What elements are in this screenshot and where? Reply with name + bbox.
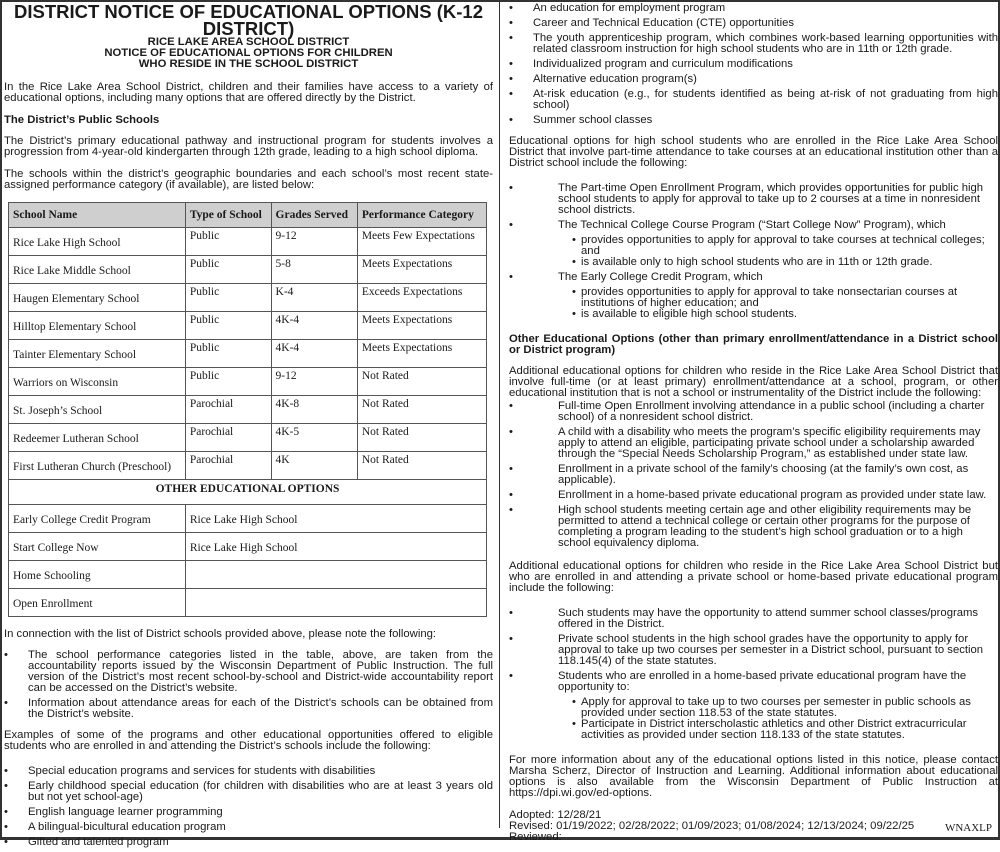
performance-category: Not Rated bbox=[357, 396, 486, 424]
table-row bbox=[9, 589, 487, 617]
list-item bbox=[509, 220, 998, 231]
school-type: Parochial bbox=[185, 452, 271, 480]
list-item-text: Private school students in the high school grades have the opportunity to apply for approval to take up two courses per semester in a District school, pursuant to section 118.145(4) of the state statutes. bbox=[558, 633, 984, 667]
list-item bbox=[509, 634, 998, 667]
sub-list-item: • provides opportunities to apply for approval to take courses at technical colleges; and bbox=[572, 235, 998, 257]
school-type: Parochial bbox=[185, 424, 271, 452]
list-item-text: The Early College Credit Program, which bbox=[558, 271, 763, 283]
table-row bbox=[9, 256, 487, 284]
performance-category: Exceeds Expectations bbox=[357, 284, 486, 312]
list-item: • High school students meeting certain age and other eligibility requirements may be permitted to attend a technical college or certain other programs for the purpose of completing a program leading to the student’s high school graduation or to a high school equivalency diploma. bbox=[509, 505, 998, 549]
school-name: Rice Lake High School bbox=[9, 228, 186, 256]
grades-served: 4K-8 bbox=[271, 396, 357, 424]
list-item bbox=[509, 183, 998, 216]
fulltime-intro: Additional educational options for children who reside in the Rice Lake Area School District that involve full-time (or at least primary) enrollment/attendance at a school, program, or other educational institution that is not a school or instrumentality of the District include the following: bbox=[509, 365, 998, 399]
performance-category: Meets Expectations bbox=[357, 312, 486, 340]
sub-list-item: • provides opportunities to apply for approval to take nonsectarian courses at institutions of higher education; and bbox=[572, 287, 998, 309]
performance-category: Not Rated bbox=[357, 452, 486, 480]
performance-category: Not Rated bbox=[357, 368, 486, 396]
table-row bbox=[9, 228, 487, 256]
list-item: • The school performance categories listed in the table, above, are taken from the accountability reports issued by the Wisconsin Department of Public Instruction. The full version of the District’s most recent school-by-school and District-wide accountability report can be accessed on the District’s website. bbox=[4, 650, 493, 694]
other-options-heading: OTHER EDUCATIONAL OPTIONS bbox=[9, 480, 487, 505]
list-item: • Summer school classes bbox=[509, 115, 998, 126]
private-intro: Additional educational options for children who reside in the Rice Lake Area School District but who are enrolled in and attending a private school or home-based private educational program include the following: bbox=[509, 560, 998, 594]
table-row bbox=[9, 340, 487, 368]
option-name: Home Schooling bbox=[9, 561, 186, 589]
list-item: • A bilingual-bicultural education program bbox=[4, 822, 493, 833]
column-header: Performance Category bbox=[357, 203, 486, 228]
list-item: • Special education programs and services for students with disabilities bbox=[4, 766, 493, 777]
option-location bbox=[185, 589, 486, 617]
table-header-row bbox=[9, 203, 487, 228]
performance-category: Not Rated bbox=[357, 424, 486, 452]
school-type: Public bbox=[185, 340, 271, 368]
list-item: • Early childhood special education (for children with disabilities who are at least 3 years old but not yet school-age) bbox=[4, 781, 493, 803]
parttime-options bbox=[509, 183, 998, 320]
table-row bbox=[9, 312, 487, 340]
sub-list-item: • Participate in District interscholastic athletics and other District extracurricular activities as provided under section 118.133 of the state statutes. bbox=[572, 719, 998, 741]
list-item: • Full-time Open Enrollment involving attendance in a public school (including a charter school) of a nonresident school district. bbox=[509, 401, 998, 423]
table-row bbox=[9, 424, 487, 452]
option-name: Open Enrollment bbox=[9, 589, 186, 617]
connection-intro: In connection with the list of District schools provided above, please note the following: bbox=[4, 628, 437, 640]
table-row bbox=[9, 396, 487, 424]
list-item: • Alternative education program(s) bbox=[509, 74, 998, 85]
footer-code: WNAXLP bbox=[944, 822, 992, 834]
reviewed-date: Reviewed: bbox=[509, 831, 562, 843]
sub-list bbox=[572, 235, 998, 268]
school-type: Parochial bbox=[185, 396, 271, 424]
column-header: School Name bbox=[9, 203, 186, 228]
programs-list bbox=[4, 766, 493, 848]
left-column bbox=[4, 3, 493, 852]
sub-list-item: • is available to eligible high school students. bbox=[572, 309, 998, 320]
performance-category: Meets Expectations bbox=[357, 340, 486, 368]
column-header: Grades Served bbox=[271, 203, 357, 228]
subtitle: WHO RESIDE IN THE SCHOOL DISTRICT bbox=[138, 58, 359, 70]
table-row bbox=[9, 284, 487, 312]
list-item: • Information about attendance areas for each of the District’s schools can be obtained from the District’s website. bbox=[4, 698, 493, 720]
school-name: Tainter Elementary School bbox=[9, 340, 186, 368]
list-item: • English language learner programming bbox=[4, 807, 493, 818]
programs-list-continued bbox=[509, 3, 998, 126]
grades-served: 9-12 bbox=[271, 368, 357, 396]
list-item-text: Such students may have the opportunity to attend summer school classes/programs offered in the District. bbox=[558, 607, 979, 630]
list-item-text: The Technical College Course Program (“Start College Now” Program), which bbox=[558, 219, 946, 231]
school-type: Public bbox=[185, 312, 271, 340]
school-name: Rice Lake Middle School bbox=[9, 256, 186, 284]
grades-served: K-4 bbox=[271, 284, 357, 312]
sub-list-item: • is available only to high school students who are in 11th or 12th grade. bbox=[572, 257, 998, 268]
grades-served: 9-12 bbox=[271, 228, 357, 256]
table-row bbox=[9, 561, 487, 589]
examples-intro: Examples of some of the programs and other educational opportunities offered to eligible students who are enrolled in and attending the District’s schools include the following: bbox=[4, 729, 493, 752]
grades-served: 4K-5 bbox=[271, 424, 357, 452]
table-row bbox=[9, 368, 487, 396]
list-item-text: Students who are enrolled in a home-based private educational program have the opportunity to: bbox=[558, 670, 967, 693]
intro-paragraph: In the Rice Lake Area School District, children and their families have access to a variety of educational options, including many options that are offered directly by the District. bbox=[4, 81, 493, 104]
list-item: • The youth apprenticeship program, which combines work-based learning opportunities with related classroom instruction for high school students who are in 11th or 12th grade. bbox=[509, 33, 998, 55]
list-item bbox=[509, 272, 998, 283]
grades-served: 4K-4 bbox=[271, 312, 357, 340]
school-name: Redeemer Lutheran School bbox=[9, 424, 186, 452]
notice-title: DISTRICT NOTICE OF EDUCATIONAL OPTIONS (K-12 DISTRICT) bbox=[13, 1, 484, 39]
school-type: Public bbox=[185, 228, 271, 256]
list-item: • Individualized program and curriculum modifications bbox=[509, 59, 998, 70]
option-location: Rice Lake High School bbox=[185, 505, 486, 533]
schools-intro: The schools within the district’s geographic boundaries and each school’s most recent state-assigned performance category (if available), are listed below: bbox=[4, 168, 493, 191]
list-item-text: The Part-time Open Enrollment Program, which provides opportunities for public high school students to apply for approval to take up to 2 courses at a time in nonresident school districts. bbox=[558, 182, 984, 216]
school-type: Public bbox=[185, 256, 271, 284]
adopted-date: Adopted: 12/28/21 bbox=[509, 809, 602, 821]
list-item bbox=[509, 608, 998, 630]
option-name: Early College Credit Program bbox=[9, 505, 186, 533]
school-type: Public bbox=[185, 284, 271, 312]
parttime-intro: Educational options for high school students who are enrolled in the Rice Lake Area School District that involve part-time attendance to take courses at an educational institution other than a District school include the following: bbox=[509, 135, 998, 169]
list-item: • At-risk education (e.g., for students identified as being at-risk of not graduating from high school) bbox=[509, 89, 998, 111]
grades-served: 4K bbox=[271, 452, 357, 480]
list-item: • Career and Technical Education (CTE) opportunities bbox=[509, 18, 998, 29]
list-item: • Enrollment in a home-based private educational program as provided under state law. bbox=[509, 490, 998, 501]
list-item: • An education for employment program bbox=[509, 3, 998, 14]
option-location: Rice Lake High School bbox=[185, 533, 486, 561]
school-name: First Lutheran Church (Preschool) bbox=[9, 452, 186, 480]
performance-category: Meets Expectations bbox=[357, 256, 486, 284]
list-item: • Gifted and talented program bbox=[4, 837, 493, 848]
contact-paragraph: For more information about any of the educational options listed in this notice, please contact Marsha Scherz, Director of Instruction and Learning. Additional information about educational options is also available from the Wisconsin Department of Public Instruction at https://dpi.wi.gov/ed-options. bbox=[509, 754, 998, 799]
school-name: Hilltop Elementary School bbox=[9, 312, 186, 340]
pathway-paragraph: The District’s primary educational pathway and instructional program for students involves a progression from 4-year-old kindergarten through 12th grade, leading to a high school diploma. bbox=[4, 135, 493, 158]
section-row bbox=[9, 480, 487, 505]
private-options bbox=[509, 608, 998, 741]
column-divider bbox=[499, 2, 500, 828]
sub-list bbox=[572, 697, 998, 741]
school-type: Public bbox=[185, 368, 271, 396]
school-name: St. Joseph’s School bbox=[9, 396, 186, 424]
list-item: • Enrollment in a private school of the family’s choosing (at the family’s own cost, as applicable). bbox=[509, 464, 998, 486]
table-row bbox=[9, 505, 487, 533]
option-name: Start College Now bbox=[9, 533, 186, 561]
other-options-heading: Other Educational Options (other than primary enrollment/attendance in a District school or District program) bbox=[509, 333, 998, 356]
subtitle: NOTICE OF EDUCATIONAL OPTIONS FOR CHILDREN bbox=[104, 47, 393, 59]
fulltime-options bbox=[509, 401, 998, 549]
revised-dates: Revised: 01/19/2022; 02/28/2022; 01/09/2023; 01/08/2024; 12/13/2024; 09/22/25 bbox=[509, 820, 915, 832]
list-item bbox=[509, 671, 998, 693]
sub-list bbox=[572, 287, 998, 320]
subtitle: RICE LAKE AREA SCHOOL DISTRICT bbox=[147, 36, 350, 48]
performance-category: Meets Few Expectations bbox=[357, 228, 486, 256]
option-location bbox=[185, 561, 486, 589]
school-name: Haugen Elementary School bbox=[9, 284, 186, 312]
school-name: Warriors on Wisconsin bbox=[9, 368, 186, 396]
list-item: • A child with a disability who meets the program’s specific eligibility requirements may apply to attend an eligible, participating private school under a scholarship awarded through the “Special Needs Scholarship Program,” as established under state law. bbox=[509, 427, 998, 460]
sub-list-item: • Apply for approval to take up to two courses per semester in public schools as provided under section 118.53 of the state statutes. bbox=[572, 697, 998, 719]
grades-served: 4K-4 bbox=[271, 340, 357, 368]
connection-notes bbox=[4, 650, 493, 720]
column-header: Type of School bbox=[185, 203, 271, 228]
schools-table bbox=[8, 202, 487, 617]
table-row bbox=[9, 533, 487, 561]
table-row bbox=[9, 452, 487, 480]
right-column bbox=[509, 3, 998, 843]
grades-served: 5-8 bbox=[271, 256, 357, 284]
public-schools-heading: The District’s Public Schools bbox=[4, 114, 160, 126]
